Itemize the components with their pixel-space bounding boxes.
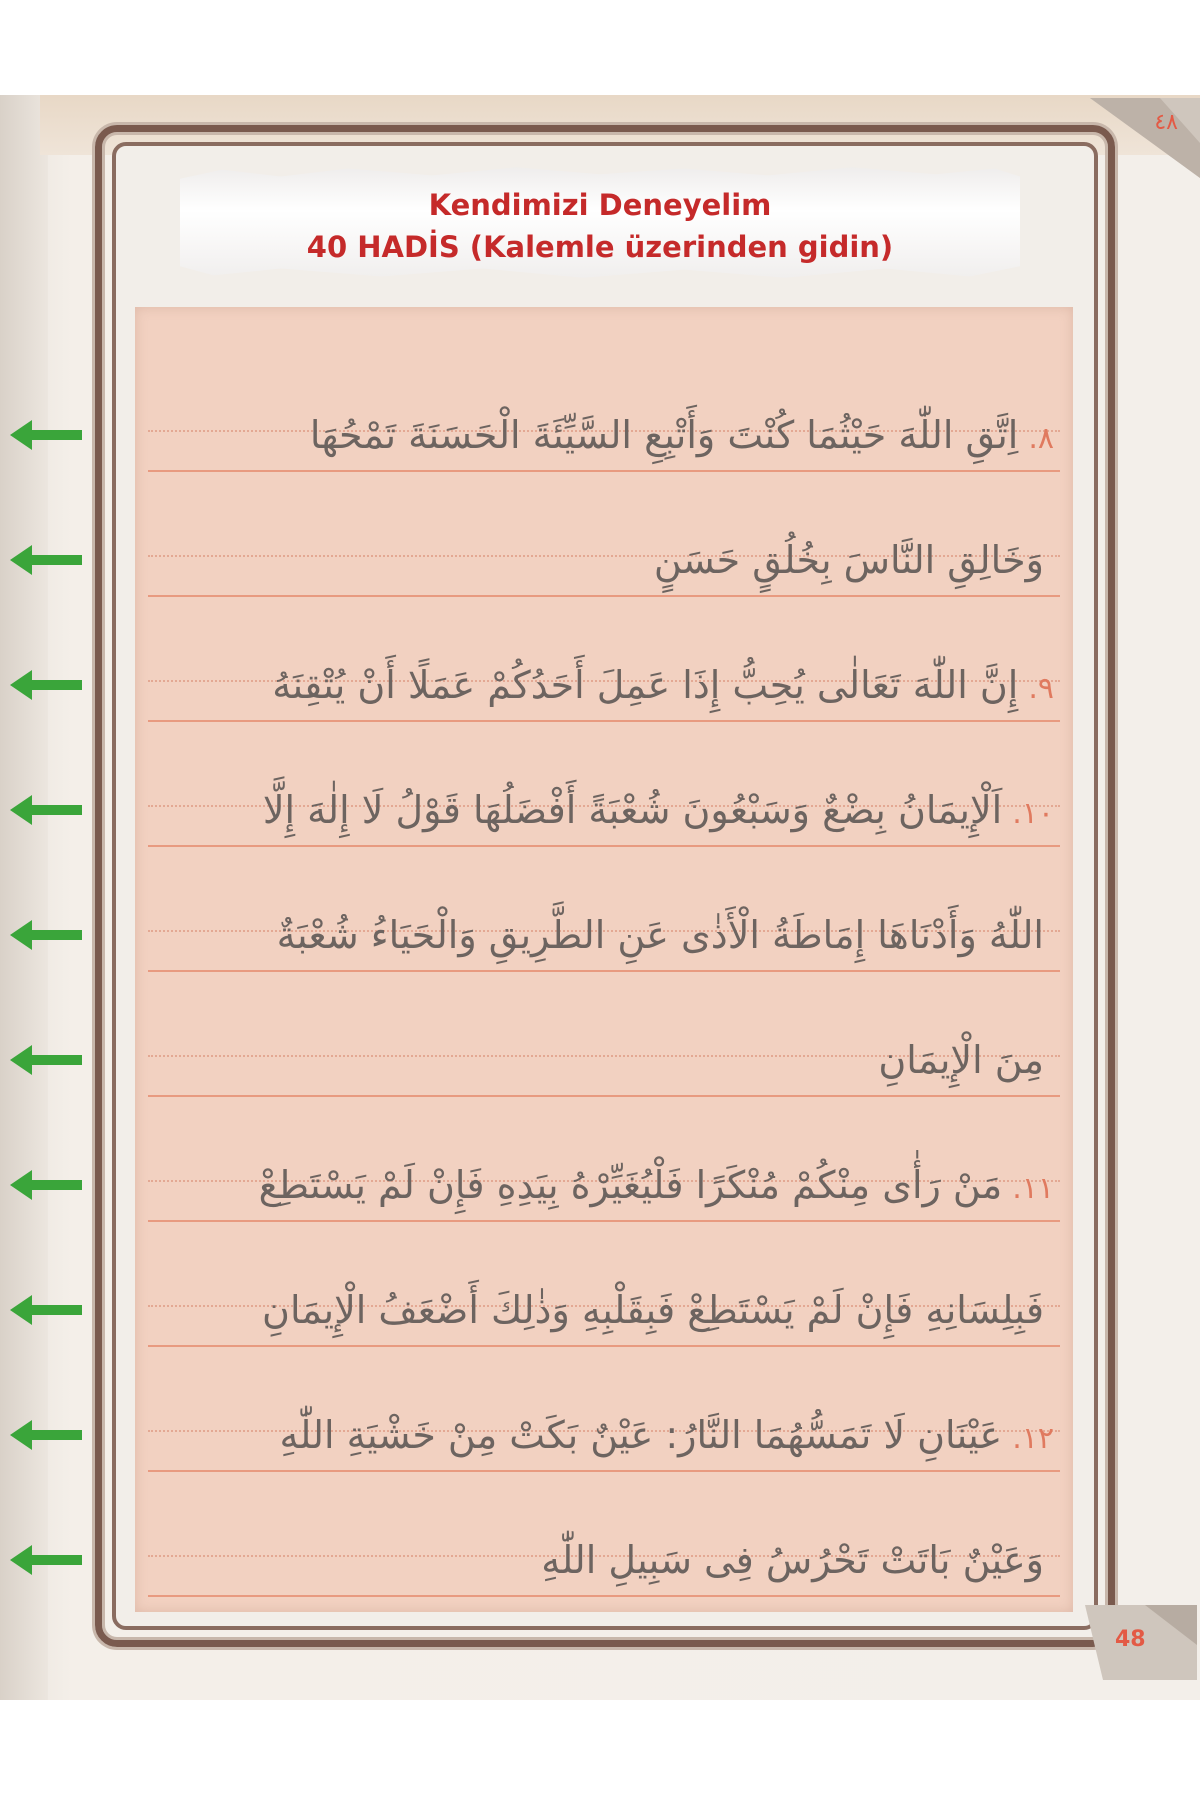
- book-spine-edge: [0, 95, 48, 1700]
- text-line: [148, 1275, 1060, 1359]
- hadith-text: فَبِلِسَانِهِ فَإِنْ لَمْ يَسْتَطِعْ فَبِقَلْبِهِ وَذٰلِكَ أَضْعَفُ الْإِيمَانِ: [262, 1288, 1044, 1332]
- text-line: [148, 1150, 1060, 1234]
- text-line: [148, 650, 1060, 734]
- text-line: [148, 1525, 1060, 1609]
- text-line: [148, 1025, 1060, 1109]
- hadith-number: ١١.: [1012, 1171, 1054, 1206]
- text-line: [148, 775, 1060, 859]
- arrow-left-icon: [10, 668, 82, 702]
- arrow-left-icon: [10, 1293, 82, 1327]
- arrow-left-icon: [10, 418, 82, 452]
- arrow-left-icon: [10, 543, 82, 577]
- text-line: [148, 1400, 1060, 1484]
- hadith-text: وَعَيْنٌ بَاتَتْ تَحْرُسُ فِى سَبِيلِ اللّٰهِ: [541, 1538, 1044, 1582]
- page-title: Kendimizi Deneyelim: [428, 188, 772, 222]
- hadith-text: مَنْ رَأٰى مِنْكُمْ مُنْكَرًا فَلْيُغَيِّرْهُ بِيَدِهِ فَإِنْ لَمْ يَسْتَطِعْ: [258, 1163, 1003, 1207]
- text-line: [148, 525, 1060, 609]
- hadith-number: ٩.: [1028, 671, 1054, 706]
- page-subtitle: 40 HADİS (Kalemle üzerinden gidin): [306, 230, 894, 264]
- hadith-text: عَيْنَانِ لَا تَمَسُّهُمَا النَّارُ: عَيْنٌ بَكَتْ مِنْ خَشْيَةِ اللّٰهِ: [279, 1413, 1003, 1457]
- hadith-number: ٨.: [1028, 421, 1054, 456]
- page-number-bottom: 48: [1115, 1627, 1146, 1652]
- arrow-left-icon: [10, 1418, 82, 1452]
- hadith-text: وَخَالِقِ النَّاسَ بِخُلُقٍ حَسَنٍ: [653, 538, 1044, 582]
- arrow-left-icon: [10, 793, 82, 827]
- text-line: [148, 400, 1060, 484]
- arrow-left-icon: [10, 1043, 82, 1077]
- hadith-text: مِنَ الْإِيمَانِ: [878, 1038, 1044, 1082]
- hadith-number: ١٢.: [1012, 1421, 1054, 1456]
- hadith-text: إِنَّ اللّٰهَ تَعَالٰى يُحِبُّ إِذَا عَمِلَ أَحَدُكُمْ عَمَلًا أَنْ يُتْقِنَهُ: [272, 663, 1019, 707]
- page-number-top: ٤٨: [1154, 110, 1178, 135]
- hadith-text: اللّٰهُ وَأَدْنَاهَا إِمَاطَةُ الْأَذٰى عَنِ الطَّرِيقِ وَالْحَيَاءُ شُعْبَةٌ: [276, 913, 1044, 957]
- text-line: [148, 900, 1060, 984]
- arrow-left-icon: [10, 1543, 82, 1577]
- hadith-text: اَلْإِيمَانُ بِضْعٌ وَسَبْعُونَ شُعْبَةً أَفْضَلُهَا قَوْلُ لَا إِلٰهَ إِلَّا: [262, 788, 1003, 832]
- arrow-left-icon: [10, 1168, 82, 1202]
- hadith-text: اِتَّقِ اللّٰهَ حَيْثُمَا كُنْتَ وَأَتْبِعِ السَّيِّئَةَ الْحَسَنَةَ تَمْحُهَا: [309, 413, 1019, 457]
- hadith-number: ١٠.: [1012, 796, 1054, 831]
- page-corner-bottom: [1085, 1605, 1197, 1680]
- arrow-left-icon: [10, 918, 82, 952]
